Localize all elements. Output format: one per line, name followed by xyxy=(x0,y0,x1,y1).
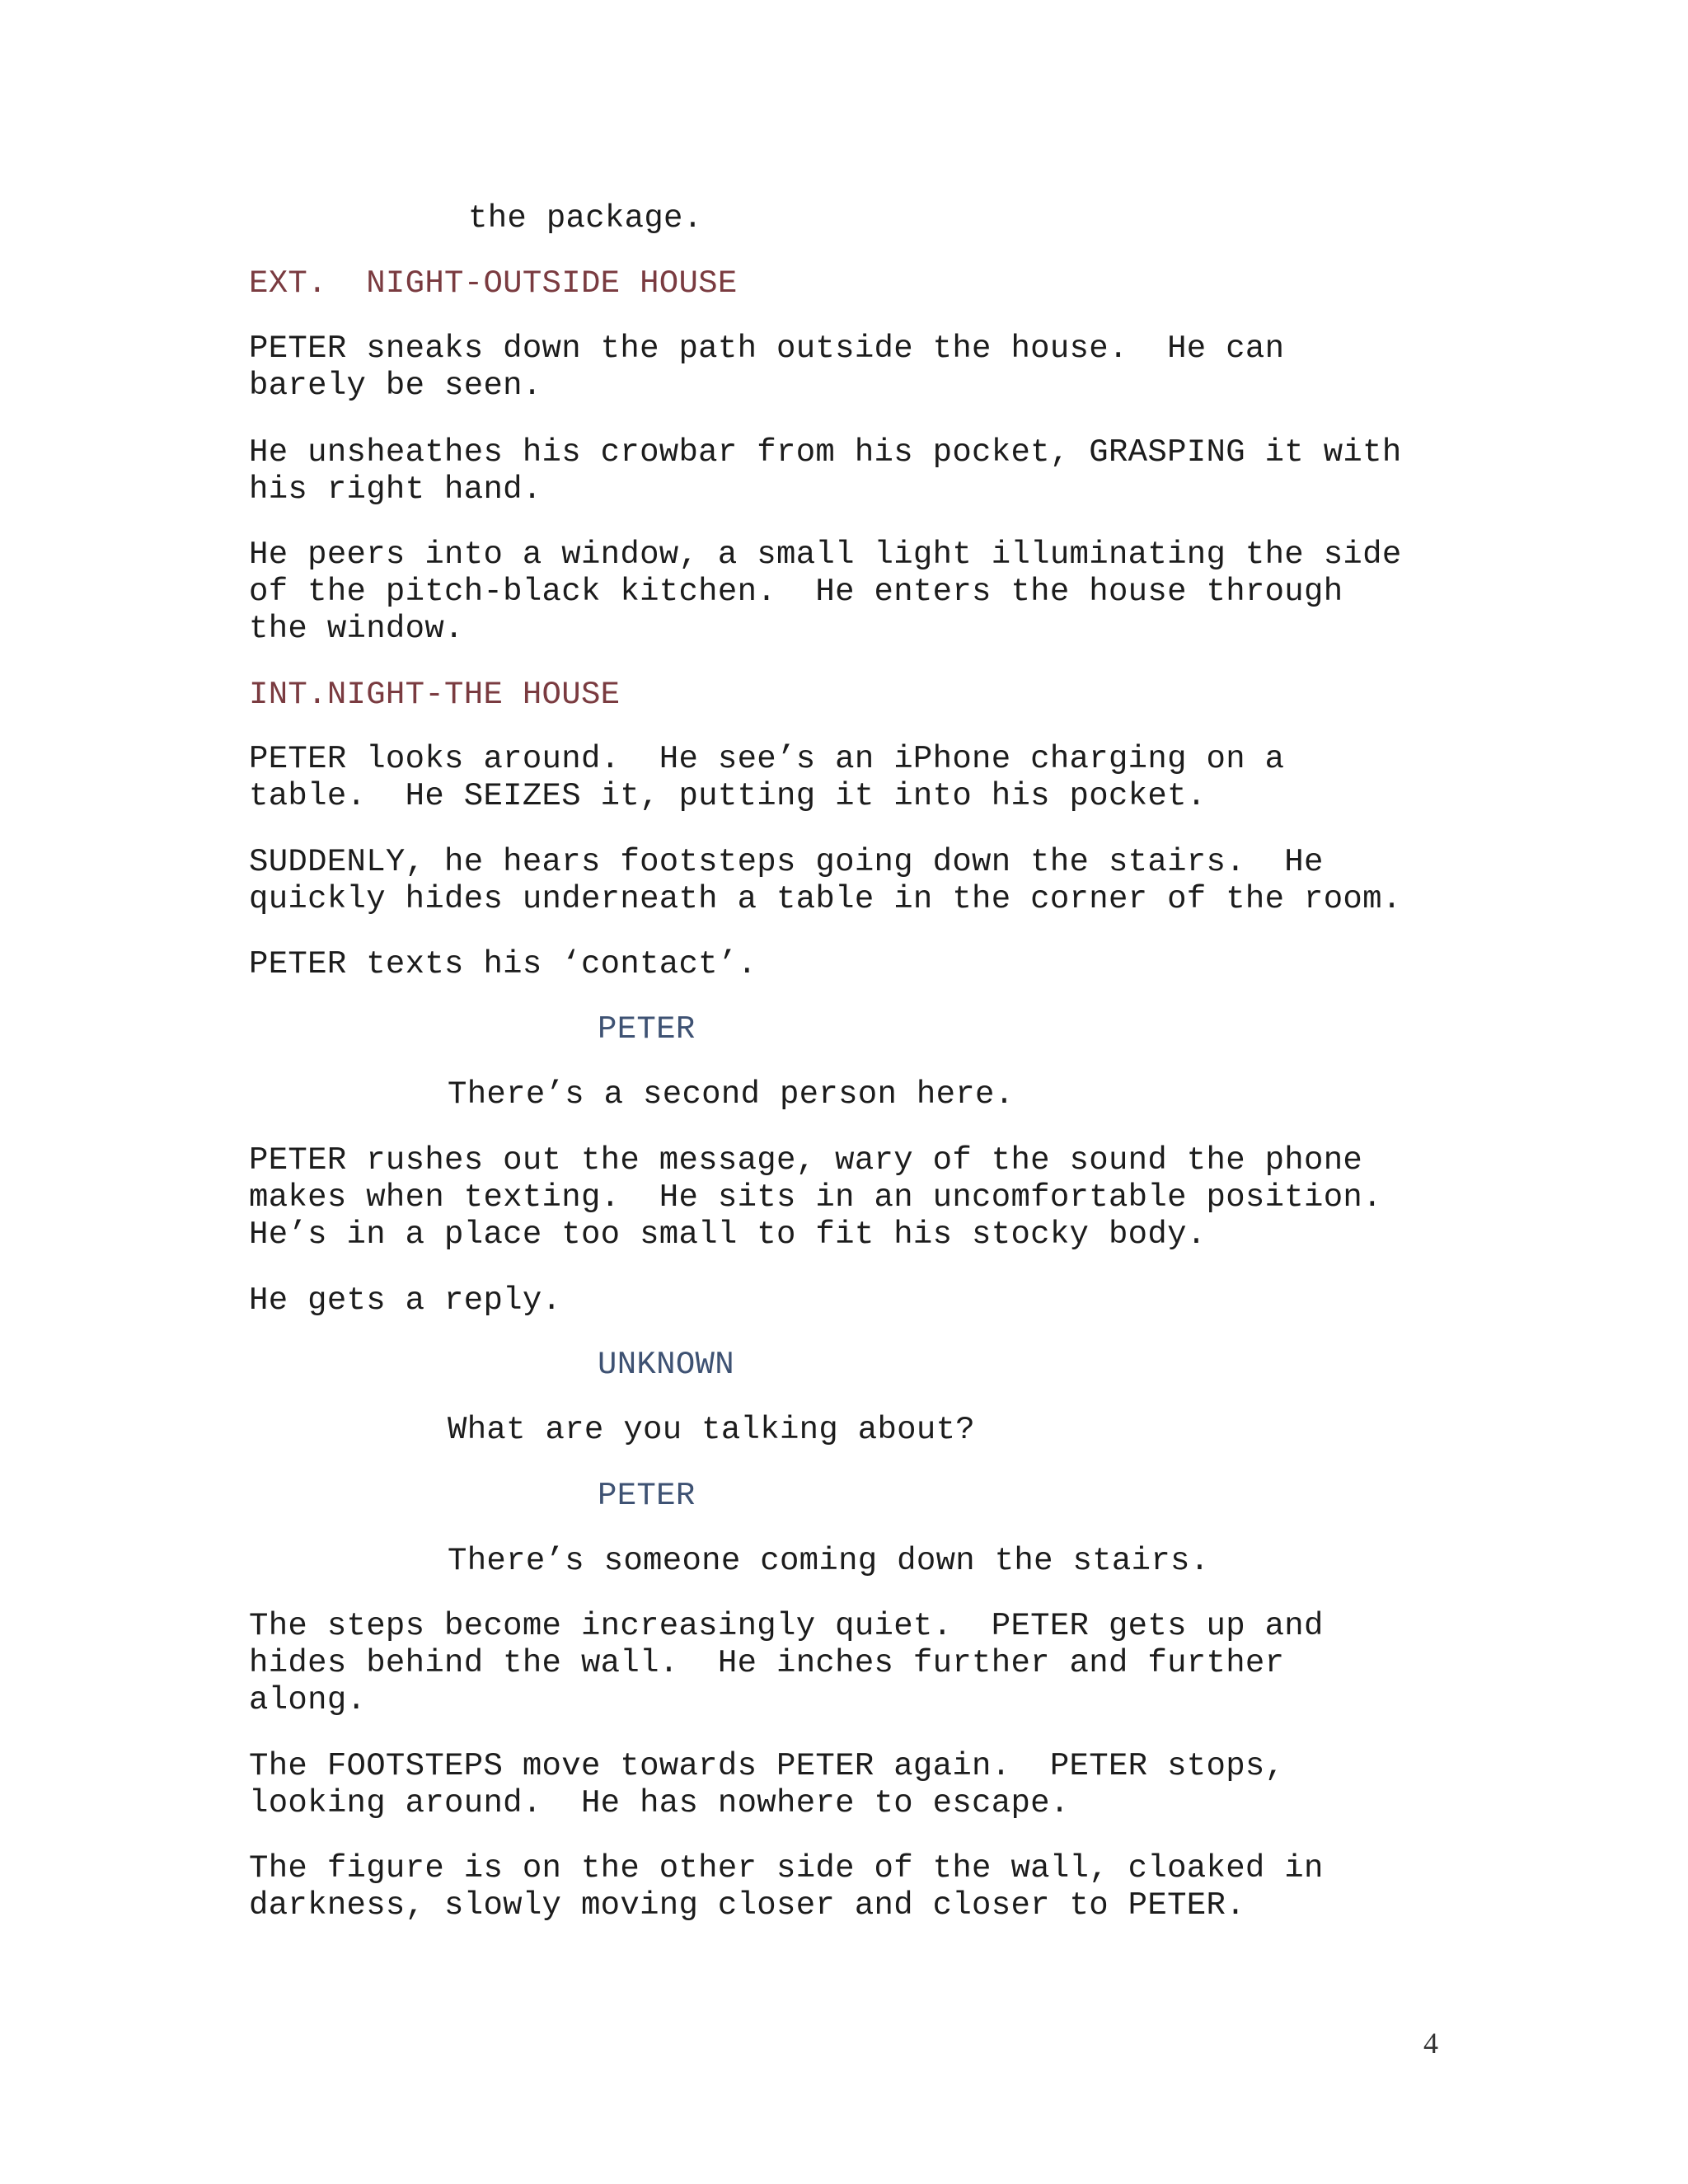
character-cue-unknown: UNKNOWN xyxy=(598,1347,734,1383)
action-line: quickly hides underneath a table in the corner of the room. xyxy=(249,881,1402,917)
action-line: his right hand. xyxy=(249,471,542,508)
character-cue-peter: PETER xyxy=(598,1011,696,1047)
carryover-dialogue: the package. xyxy=(468,200,703,237)
action-line: The figure is on the other side of the wall, cloaked in xyxy=(249,1850,1324,1886)
action-line: PETER rushes out the message, wary of the sound the phone xyxy=(249,1142,1363,1179)
action-line: along. xyxy=(249,1682,367,1718)
dialogue-line: There’s a second person here. xyxy=(448,1076,1015,1113)
action-line: SUDDENLY, he hears footsteps going down the stairs. He xyxy=(249,844,1324,880)
action-line: darkness, slowly moving closer and closer to PETER. xyxy=(249,1887,1245,1924)
scene-heading-ext-night: EXT. NIGHT-OUTSIDE HOUSE xyxy=(249,265,738,302)
scene-heading-int-night: INT.NIGHT-THE HOUSE xyxy=(249,677,621,713)
action-line: The steps become increasingly quiet. PETER gets up and xyxy=(249,1608,1324,1644)
dialogue-line: There’s someone coming down the stairs. xyxy=(448,1543,1210,1579)
action-line: He unsheathes his crowbar from his pocket, GRASPING it with xyxy=(249,434,1402,471)
action-line: hides behind the wall. He inches further and further xyxy=(249,1645,1285,1681)
page-number: 4 xyxy=(1423,2027,1438,2060)
action-line: looking around. He has nowhere to escape. xyxy=(249,1785,1070,1821)
action-line: of the pitch-black kitchen. He enters the house through xyxy=(249,574,1343,610)
character-cue-peter: PETER xyxy=(598,1478,696,1514)
action-line: table. He SEIZES it, putting it into his pocket. xyxy=(249,778,1207,814)
dialogue-line: What are you talking about? xyxy=(448,1412,976,1448)
action-line: PETER sneaks down the path outside the house. He can xyxy=(249,330,1285,367)
action-line: makes when texting. He sits in an uncomfortable position. xyxy=(249,1179,1382,1216)
action-line: PETER texts his ‘contact’. xyxy=(249,946,757,982)
action-line: PETER looks around. He see’s an iPhone charging on a xyxy=(249,741,1285,777)
action-line: barely be seen. xyxy=(249,368,542,404)
action-line: The FOOTSTEPS move towards PETER again. PETER stops, xyxy=(249,1748,1285,1784)
action-line: He peers into a window, a small light illuminating the side xyxy=(249,537,1402,573)
action-line: He gets a reply. xyxy=(249,1282,562,1319)
action-line: He’s in a place too small to fit his stocky body. xyxy=(249,1216,1207,1253)
action-line: the window. xyxy=(249,611,464,647)
